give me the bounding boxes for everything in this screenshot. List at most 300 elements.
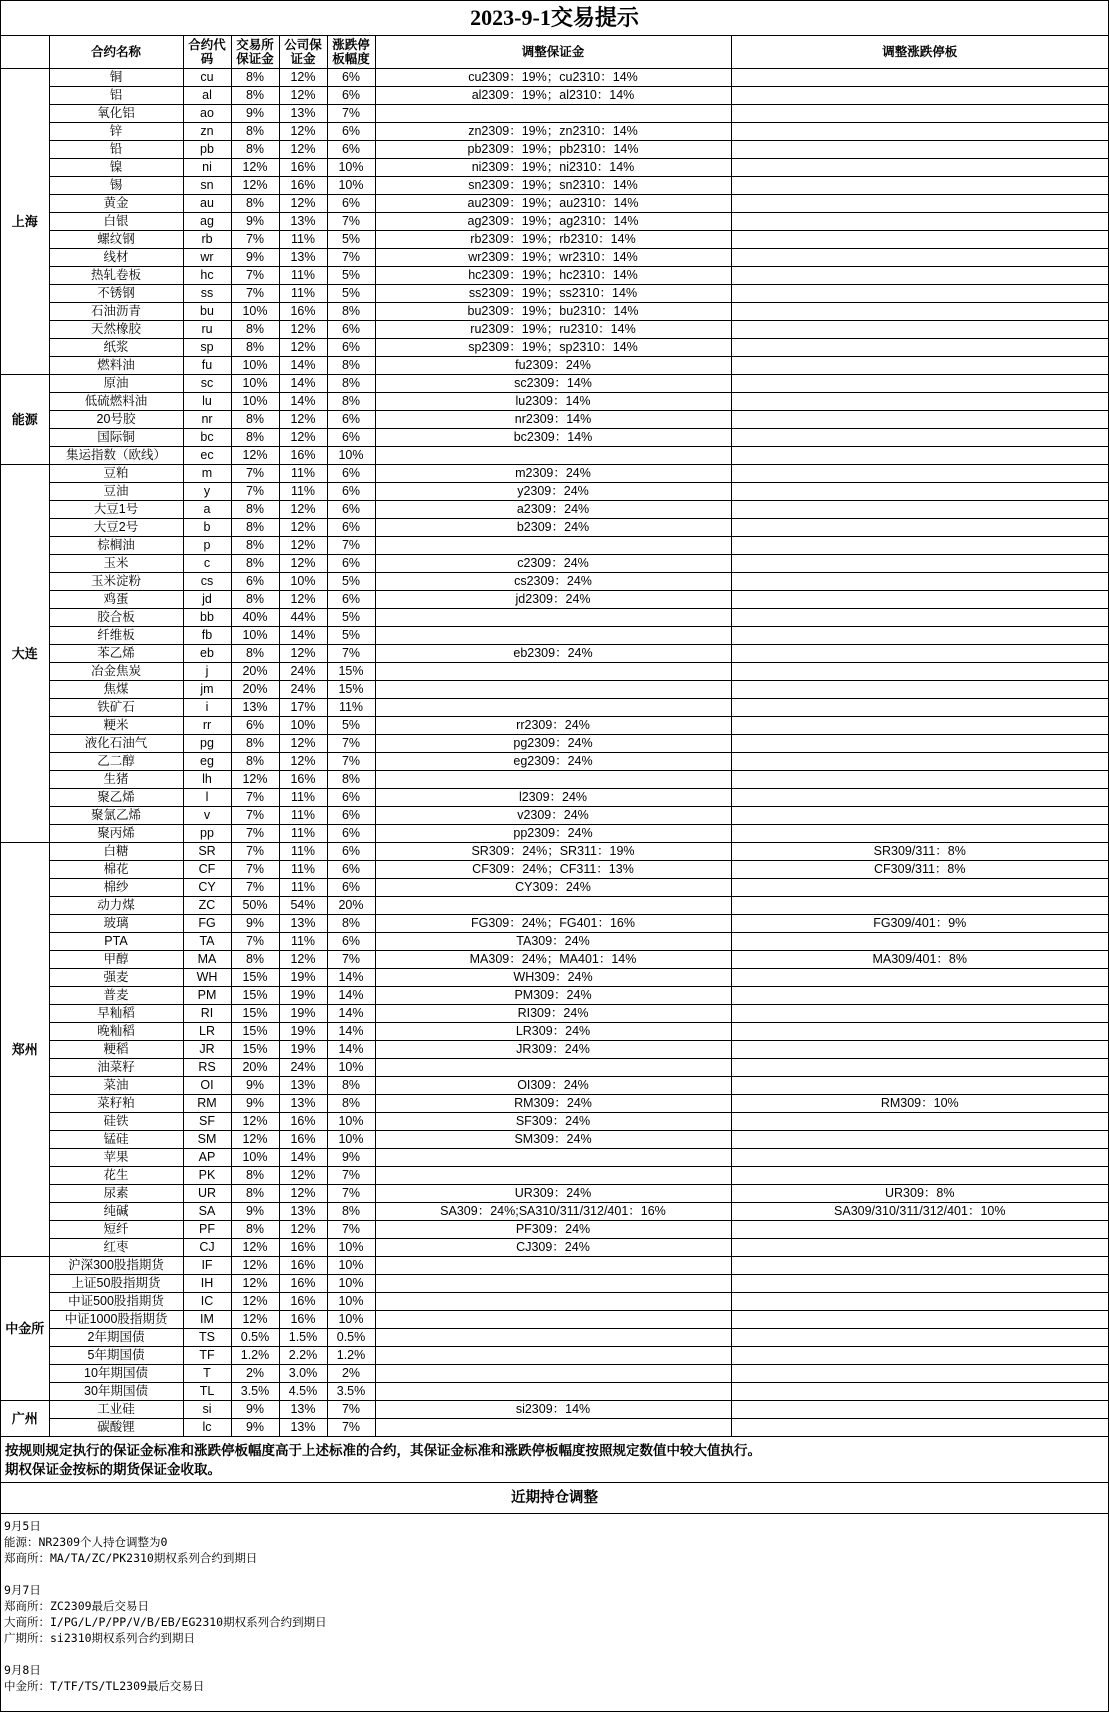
adjusted-margin-cell: jd2309：24% (375, 591, 731, 609)
contract-name-cell: 聚丙烯 (49, 825, 183, 843)
table-row (1, 1221, 1108, 1239)
price-limit-cell: 6% (327, 141, 375, 159)
adjusted-limit-cell (731, 1005, 1108, 1023)
exchange-cell: 大连 (1, 465, 49, 843)
exchange-margin-cell: 7% (231, 861, 279, 879)
adjusted-margin-cell: SA309：24%;SA310/311/312/401：16% (375, 1203, 731, 1221)
contract-code-cell: ao (183, 105, 231, 123)
contract-code-cell: PM (183, 987, 231, 1005)
contract-code-cell: ag (183, 213, 231, 231)
contract-code-cell: sn (183, 177, 231, 195)
adjusted-limit-cell (731, 285, 1108, 303)
table-row (1, 69, 1108, 87)
adjusted-margin-cell: ss2309：19%；ss2310：14% (375, 285, 731, 303)
adjusted-margin-cell: CY309：24% (375, 879, 731, 897)
contract-code-cell: i (183, 699, 231, 717)
table-row (1, 1149, 1108, 1167)
price-limit-cell: 5% (327, 609, 375, 627)
adjusted-margin-cell: v2309：24% (375, 807, 731, 825)
adjusted-limit-cell (731, 501, 1108, 519)
price-limit-cell: 6% (327, 879, 375, 897)
adjusted-margin-cell: bu2309：19%；bu2310：14% (375, 303, 731, 321)
company-margin-cell: 54% (279, 897, 327, 915)
table-row (1, 483, 1108, 501)
adjusted-margin-cell (375, 1275, 731, 1293)
position-line: 大商所：I/PG/L/P/PP/V/B/EB/EG2310期权系列合约到期日 (4, 1615, 327, 1629)
price-limit-cell: 7% (327, 105, 375, 123)
company-margin-cell: 16% (279, 771, 327, 789)
contract-code-cell: JR (183, 1041, 231, 1059)
adjusted-margin-cell: FG309：24%；FG401：16% (375, 915, 731, 933)
contract-code-cell: TF (183, 1347, 231, 1365)
position-entry (4, 1518, 1105, 1566)
table-row (1, 1419, 1108, 1437)
price-limit-cell: 10% (327, 1257, 375, 1275)
adjusted-margin-cell: b2309：24% (375, 519, 731, 537)
price-limit-cell: 10% (327, 1131, 375, 1149)
exchange-margin-cell: 6% (231, 717, 279, 735)
price-limit-cell: 6% (327, 591, 375, 609)
exchange-margin-cell: 10% (231, 393, 279, 411)
exchange-margin-cell: 8% (231, 501, 279, 519)
adjusted-limit-cell: UR309：8% (731, 1185, 1108, 1203)
price-limit-cell: 10% (327, 1059, 375, 1077)
table-row (1, 447, 1108, 465)
contract-code-cell: TA (183, 933, 231, 951)
contract-code-cell: T (183, 1365, 231, 1383)
adjusted-limit-cell (731, 1329, 1108, 1347)
exchange-margin-cell: 15% (231, 987, 279, 1005)
contract-name-cell: 铁矿石 (49, 699, 183, 717)
contract-code-cell: lh (183, 771, 231, 789)
exchange-margin-cell: 7% (231, 825, 279, 843)
contract-code-cell: wr (183, 249, 231, 267)
company-margin-cell: 24% (279, 663, 327, 681)
adjusted-margin-cell (375, 1383, 731, 1401)
price-limit-cell: 14% (327, 1005, 375, 1023)
adjusted-limit-cell (731, 429, 1108, 447)
price-limit-cell: 6% (327, 87, 375, 105)
price-limit-cell: 7% (327, 1419, 375, 1437)
table-row (1, 1005, 1108, 1023)
exchange-margin-cell: 3.5% (231, 1383, 279, 1401)
price-limit-cell: 6% (327, 519, 375, 537)
contract-code-cell: CY (183, 879, 231, 897)
exchange-margin-cell: 8% (231, 519, 279, 537)
company-margin-cell: 12% (279, 69, 327, 87)
exchange-margin-cell: 12% (231, 1131, 279, 1149)
company-margin-cell: 16% (279, 1293, 327, 1311)
adjusted-limit-cell: RM309：10% (731, 1095, 1108, 1113)
adjusted-limit-cell (731, 1149, 1108, 1167)
company-margin-cell: 12% (279, 537, 327, 555)
table-row (1, 1383, 1108, 1401)
table-row (1, 1239, 1108, 1257)
company-margin-cell: 19% (279, 1005, 327, 1023)
contract-code-cell: jm (183, 681, 231, 699)
exchange-margin-cell: 8% (231, 69, 279, 87)
exchange-margin-cell: 9% (231, 1401, 279, 1419)
price-limit-cell: 0.5% (327, 1329, 375, 1347)
adjusted-limit-cell (731, 555, 1108, 573)
adjusted-limit-cell (731, 1239, 1108, 1257)
adjusted-limit-cell (731, 537, 1108, 555)
exchange-margin-cell: 8% (231, 1185, 279, 1203)
price-limit-cell: 5% (327, 717, 375, 735)
contract-name-cell: 铅 (49, 141, 183, 159)
header-company-margin: 公司保证金 (279, 36, 327, 69)
company-margin-cell: 1.5% (279, 1329, 327, 1347)
contract-name-cell: 普麦 (49, 987, 183, 1005)
price-limit-cell: 3.5% (327, 1383, 375, 1401)
exchange-cell: 郑州 (1, 843, 49, 1257)
adjusted-limit-cell (731, 771, 1108, 789)
contract-code-cell: p (183, 537, 231, 555)
adjusted-margin-cell: sn2309：19%；sn2310：14% (375, 177, 731, 195)
adjusted-limit-cell (731, 213, 1108, 231)
adjusted-margin-cell: cs2309：24% (375, 573, 731, 591)
exchange-cell: 上海 (1, 69, 49, 375)
table-row (1, 87, 1108, 105)
exchange-margin-cell: 9% (231, 249, 279, 267)
table-row (1, 321, 1108, 339)
exchange-margin-cell: 12% (231, 771, 279, 789)
table-row (1, 303, 1108, 321)
price-limit-cell: 7% (327, 537, 375, 555)
header-exchange-margin: 交易所保证金 (231, 36, 279, 69)
contract-name-cell: 甲醇 (49, 951, 183, 969)
price-limit-cell: 15% (327, 663, 375, 681)
contract-name-cell: 不锈钢 (49, 285, 183, 303)
price-limit-cell: 7% (327, 735, 375, 753)
company-margin-cell: 16% (279, 159, 327, 177)
contract-name-cell: PTA (49, 933, 183, 951)
exchange-margin-cell: 6% (231, 573, 279, 591)
company-margin-cell: 13% (279, 249, 327, 267)
table-row (1, 591, 1108, 609)
table-row (1, 789, 1108, 807)
table-row (1, 465, 1108, 483)
table-row (1, 393, 1108, 411)
contract-name-cell: 生猪 (49, 771, 183, 789)
contract-name-cell: 集运指数（欧线） (49, 447, 183, 465)
table-row (1, 1311, 1108, 1329)
adjusted-margin-cell: ru2309：19%；ru2310：14% (375, 321, 731, 339)
contract-name-cell: 乙二醇 (49, 753, 183, 771)
table-row (1, 375, 1108, 393)
exchange-margin-cell: 9% (231, 1203, 279, 1221)
header-contract-code: 合约代码 (183, 36, 231, 69)
adjusted-limit-cell (731, 717, 1108, 735)
company-margin-cell: 12% (279, 951, 327, 969)
adjusted-limit-cell (731, 699, 1108, 717)
adjusted-margin-cell: eb2309：24% (375, 645, 731, 663)
company-margin-cell: 11% (279, 807, 327, 825)
price-limit-cell: 7% (327, 1167, 375, 1185)
contract-code-cell: c (183, 555, 231, 573)
table-row (1, 1059, 1108, 1077)
position-line: 广期所：si2310期权系列合约到期日 (4, 1631, 196, 1645)
table-row (1, 1347, 1108, 1365)
price-limit-cell: 10% (327, 159, 375, 177)
contract-code-cell: eg (183, 753, 231, 771)
company-margin-cell: 16% (279, 1239, 327, 1257)
contract-code-cell: PK (183, 1167, 231, 1185)
contract-code-cell: eb (183, 645, 231, 663)
company-margin-cell: 13% (279, 1077, 327, 1095)
contract-name-cell: 铝 (49, 87, 183, 105)
table-row (1, 609, 1108, 627)
exchange-margin-cell: 7% (231, 843, 279, 861)
exchange-margin-cell: 8% (231, 951, 279, 969)
adjusted-margin-cell: RM309：24% (375, 1095, 731, 1113)
exchange-margin-cell: 20% (231, 681, 279, 699)
exchange-margin-cell: 12% (231, 1239, 279, 1257)
company-margin-cell: 11% (279, 843, 327, 861)
price-limit-cell: 6% (327, 483, 375, 501)
company-margin-cell: 16% (279, 1113, 327, 1131)
exchange-margin-cell: 7% (231, 789, 279, 807)
company-margin-cell: 10% (279, 573, 327, 591)
adjusted-margin-cell (375, 1059, 731, 1077)
contract-code-cell: SA (183, 1203, 231, 1221)
contract-name-cell: 苯乙烯 (49, 645, 183, 663)
table-row (1, 267, 1108, 285)
table-row (1, 1365, 1108, 1383)
price-limit-cell: 8% (327, 303, 375, 321)
contract-name-cell: 花生 (49, 1167, 183, 1185)
position-line: 郑商所：MA/TA/ZC/PK2310期权系列合约到期日 (4, 1551, 258, 1565)
adjusted-limit-cell (731, 969, 1108, 987)
table-row (1, 537, 1108, 555)
contract-code-cell: IC (183, 1293, 231, 1311)
table-row (1, 1167, 1108, 1185)
contract-name-cell: 豆油 (49, 483, 183, 501)
contract-name-cell: 早籼稻 (49, 1005, 183, 1023)
adjusted-limit-cell (731, 573, 1108, 591)
price-limit-cell: 5% (327, 231, 375, 249)
price-limit-cell: 6% (327, 339, 375, 357)
contract-code-cell: WH (183, 969, 231, 987)
price-limit-cell: 14% (327, 987, 375, 1005)
exchange-margin-cell: 15% (231, 969, 279, 987)
contract-name-cell: 油菜籽 (49, 1059, 183, 1077)
contract-name-cell: 红枣 (49, 1239, 183, 1257)
table-row (1, 879, 1108, 897)
adjusted-limit-cell (731, 357, 1108, 375)
table-row (1, 663, 1108, 681)
adjusted-limit-cell (731, 231, 1108, 249)
contract-code-cell: a (183, 501, 231, 519)
contract-name-cell: 碳酸锂 (49, 1419, 183, 1437)
adjusted-margin-cell: bc2309：14% (375, 429, 731, 447)
price-limit-cell: 14% (327, 1023, 375, 1041)
company-margin-cell: 14% (279, 375, 327, 393)
adjusted-limit-cell (731, 1113, 1108, 1131)
contract-code-cell: fu (183, 357, 231, 375)
adjusted-limit-cell (731, 69, 1108, 87)
price-limit-cell: 10% (327, 1311, 375, 1329)
contract-code-cell: TL (183, 1383, 231, 1401)
contract-code-cell: SF (183, 1113, 231, 1131)
table-row (1, 699, 1108, 717)
adjusted-limit-cell (731, 519, 1108, 537)
company-margin-cell: 16% (279, 1311, 327, 1329)
margin-table (1, 36, 1108, 1437)
table-row (1, 285, 1108, 303)
table-row (1, 897, 1108, 915)
exchange-margin-cell: 9% (231, 1419, 279, 1437)
contract-name-cell: 短纤 (49, 1221, 183, 1239)
adjusted-margin-cell (375, 537, 731, 555)
price-limit-cell: 10% (327, 447, 375, 465)
adjusted-margin-cell: cu2309：19%；cu2310：14% (375, 69, 731, 87)
table-row (1, 1113, 1108, 1131)
company-margin-cell: 11% (279, 267, 327, 285)
contract-code-cell: pg (183, 735, 231, 753)
exchange-margin-cell: 8% (231, 141, 279, 159)
table-row (1, 429, 1108, 447)
header-contract-name: 合约名称 (49, 36, 183, 69)
adjusted-margin-cell (375, 699, 731, 717)
company-margin-cell: 13% (279, 1095, 327, 1113)
company-margin-cell: 14% (279, 1149, 327, 1167)
contract-code-cell: TS (183, 1329, 231, 1347)
table-row (1, 969, 1108, 987)
table-row (1, 1023, 1108, 1041)
adjusted-limit-cell (731, 753, 1108, 771)
company-margin-cell: 14% (279, 627, 327, 645)
exchange-margin-cell: 10% (231, 1149, 279, 1167)
table-row (1, 771, 1108, 789)
price-limit-cell: 7% (327, 951, 375, 969)
adjusted-limit-cell (731, 1293, 1108, 1311)
adjusted-margin-cell: SF309：24% (375, 1113, 731, 1131)
contract-code-cell: rb (183, 231, 231, 249)
price-limit-cell: 1.2% (327, 1347, 375, 1365)
company-margin-cell: 12% (279, 645, 327, 663)
contract-code-cell: ss (183, 285, 231, 303)
adjusted-margin-cell: CJ309：24% (375, 1239, 731, 1257)
contract-name-cell: 苹果 (49, 1149, 183, 1167)
table-row (1, 249, 1108, 267)
page-title: 2023-9-1交易提示 (1, 1, 1108, 36)
company-margin-cell: 19% (279, 987, 327, 1005)
header-exchange (1, 36, 49, 69)
contract-code-cell: RM (183, 1095, 231, 1113)
table-row (1, 753, 1108, 771)
price-limit-cell: 6% (327, 789, 375, 807)
exchange-margin-cell: 12% (231, 159, 279, 177)
contract-code-cell: rr (183, 717, 231, 735)
contract-code-cell: jd (183, 591, 231, 609)
position-entry (4, 1582, 1105, 1646)
company-margin-cell: 19% (279, 1023, 327, 1041)
contract-name-cell: 大豆1号 (49, 501, 183, 519)
adjusted-margin-cell (375, 771, 731, 789)
price-limit-cell: 6% (327, 555, 375, 573)
price-limit-cell: 8% (327, 771, 375, 789)
adjusted-margin-cell: MA309：24%；MA401：14% (375, 951, 731, 969)
company-margin-cell: 12% (279, 411, 327, 429)
adjusted-margin-cell: CF309：24%；CF311：13% (375, 861, 731, 879)
price-limit-cell: 15% (327, 681, 375, 699)
price-limit-cell: 6% (327, 411, 375, 429)
table-row (1, 411, 1108, 429)
note-line: 按规则规定执行的保证金标准和涨跌停板幅度高于上述标准的合约，其保证金标准和涨跌停板幅度按照规定数值中较大值执行。 (5, 1443, 761, 1458)
contract-name-cell: 大豆2号 (49, 519, 183, 537)
price-limit-cell: 7% (327, 1221, 375, 1239)
exchange-cell: 广州 (1, 1401, 49, 1437)
company-margin-cell: 11% (279, 483, 327, 501)
contract-name-cell: 胶合板 (49, 609, 183, 627)
company-margin-cell: 24% (279, 681, 327, 699)
table-row (1, 159, 1108, 177)
table-row (1, 141, 1108, 159)
adjusted-margin-cell: sp2309：19%；sp2310：14% (375, 339, 731, 357)
contract-code-cell: SM (183, 1131, 231, 1149)
contract-code-cell: ru (183, 321, 231, 339)
company-margin-cell: 2.2% (279, 1347, 327, 1365)
table-body (1, 69, 1108, 1437)
exchange-margin-cell: 15% (231, 1005, 279, 1023)
table-row (1, 843, 1108, 861)
adjusted-margin-cell: fu2309：24% (375, 357, 731, 375)
company-margin-cell: 12% (279, 591, 327, 609)
position-line: 能源：NR2309个人持仓调整为0 (4, 1535, 168, 1549)
adjusted-limit-cell (731, 807, 1108, 825)
contract-name-cell: 中证1000股指期货 (49, 1311, 183, 1329)
company-margin-cell: 12% (279, 321, 327, 339)
exchange-margin-cell: 8% (231, 87, 279, 105)
adjusted-limit-cell: SA309/310/311/312/401：10% (731, 1203, 1108, 1221)
position-line: 中金所：T/TF/TS/TL2309最后交易日 (4, 1679, 205, 1693)
company-margin-cell: 13% (279, 915, 327, 933)
contract-name-cell: 中证500股指期货 (49, 1293, 183, 1311)
price-limit-cell: 10% (327, 1293, 375, 1311)
adjusted-margin-cell: eg2309：24% (375, 753, 731, 771)
exchange-margin-cell: 15% (231, 1041, 279, 1059)
contract-name-cell: 聚氯乙烯 (49, 807, 183, 825)
price-limit-cell: 11% (327, 699, 375, 717)
exchange-margin-cell: 8% (231, 1221, 279, 1239)
company-margin-cell: 12% (279, 429, 327, 447)
price-limit-cell: 8% (327, 915, 375, 933)
adjusted-margin-cell (375, 1329, 731, 1347)
adjusted-margin-cell: y2309：24% (375, 483, 731, 501)
contract-code-cell: LR (183, 1023, 231, 1041)
contract-name-cell: 30年期国债 (49, 1383, 183, 1401)
exchange-cell: 中金所 (1, 1257, 49, 1401)
adjusted-limit-cell (731, 123, 1108, 141)
price-limit-cell: 6% (327, 807, 375, 825)
company-margin-cell: 12% (279, 1185, 327, 1203)
exchange-margin-cell: 7% (231, 933, 279, 951)
price-limit-cell: 10% (327, 1113, 375, 1131)
contract-code-cell: bu (183, 303, 231, 321)
exchange-margin-cell: 15% (231, 1023, 279, 1041)
table-row (1, 177, 1108, 195)
contract-name-cell: 铜 (49, 69, 183, 87)
adjusted-margin-cell: ag2309：19%；ag2310：14% (375, 213, 731, 231)
contract-code-cell: al (183, 87, 231, 105)
price-limit-cell: 5% (327, 267, 375, 285)
adjusted-margin-cell (375, 897, 731, 915)
company-margin-cell: 3.0% (279, 1365, 327, 1383)
contract-code-cell: bb (183, 609, 231, 627)
contract-name-cell: 氧化铝 (49, 105, 183, 123)
adjusted-limit-cell (731, 789, 1108, 807)
